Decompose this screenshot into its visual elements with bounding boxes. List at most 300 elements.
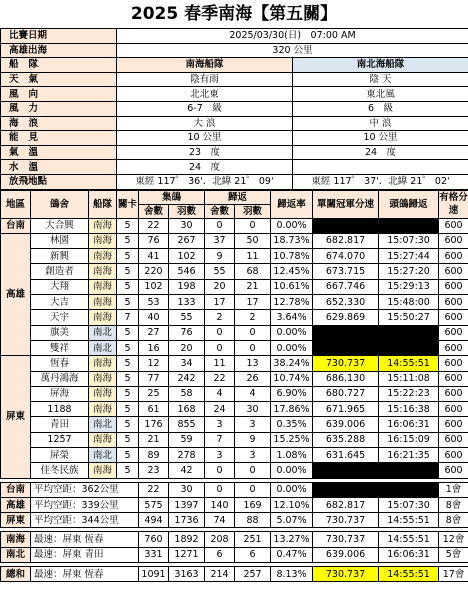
valid-cell: 600 [439,447,468,462]
champ-cell: 631.645 [313,447,379,462]
valid-cell: 600 [439,432,468,447]
table-row [1,218,468,233]
valid-cell: 600 [439,233,468,248]
fleet-cell: 南北 [89,417,117,432]
results-table [0,190,468,583]
first-cell: 14:55:51 [379,567,439,582]
fleet-cell: 南海 [89,233,117,248]
release-value: 320 公里 [117,43,468,58]
hdr-valid: 有格分速 [439,192,468,217]
champ-cell: 673.715 [313,264,379,279]
valid-cell: 600 [439,264,468,279]
rate-cell: 10.74% [271,371,313,386]
entered-birds-cell: 34 [169,356,205,371]
summary-row [1,567,468,582]
first-cell: 14:55:51 [379,532,439,547]
info-row [1,101,468,116]
entered-households-cell: 77 [139,371,169,386]
info-label: 水溫 [1,160,117,175]
summary-row [1,482,468,497]
first-cell [379,325,439,340]
info-fleet-b-value: 東北風 [293,87,468,102]
entered-households-cell: 27 [139,325,169,340]
stage-cell: 5 [117,233,139,248]
first-cell: 16:06:31 [379,547,439,562]
info-fleet-a-value: 東經 117゜ 36'．北緯 21゜ 09' [117,174,293,189]
entered-households-cell: 76 [139,233,169,248]
info-fleet-b-value: 東經 117゜ 37'．北緯 21゜ 02' [293,174,468,189]
champ-cell: 629.869 [313,310,379,325]
returned-birds-cell: 68 [235,264,271,279]
info-fleet-a-value: 10 公里 [117,131,293,146]
info-row [1,87,468,102]
rate-cell: 3.64% [271,310,313,325]
stage-cell: 5 [117,402,139,417]
entered-households-cell: 53 [139,295,169,310]
entered-birds-cell: 76 [169,325,205,340]
rate-cell: 0.00% [271,482,313,497]
valid-cell: 12會 [439,532,468,547]
rate-cell: 12.45% [271,264,313,279]
fleet-cell: 南海 [89,279,117,294]
entered-households-cell: 41 [139,249,169,264]
first-cell: 15:16:38 [379,402,439,417]
table-row [1,279,468,294]
fleet-label: 船隊 [1,58,117,73]
info-label: 放飛地點 [1,174,117,189]
house-cell: 林園 [31,233,89,248]
returned-households-cell: 24 [205,402,235,417]
house-cell: 萬丹鴻海 [31,371,89,386]
fleet-cell: 南海 [89,218,117,233]
returned-households-cell: 3 [205,417,235,432]
first-cell: 15:07:30 [379,497,439,512]
returned-households-cell: 0 [205,482,235,497]
fleet-cell: 南海 [89,386,117,401]
table-row [1,463,468,478]
first-cell: 15:29:13 [379,279,439,294]
entered-households-cell: 40 [139,310,169,325]
rate-cell: 12.78% [271,295,313,310]
entered-birds-cell: 55 [169,310,205,325]
entered-birds-cell: 20 [169,340,205,355]
info-fleet-a-value: 大 浪 [117,116,293,131]
rate-cell: 0.35% [271,417,313,432]
stage-cell: 5 [117,295,139,310]
table-row [1,371,468,386]
valid-cell: 1會 [439,482,468,497]
valid-cell: 600 [439,249,468,264]
info-row [1,116,468,131]
info-label: 風力 [1,101,117,116]
house-cell: 天宇 [31,310,89,325]
region-cell: 高雄 [1,233,31,355]
returned-birds-cell: 0 [235,482,271,497]
first-cell: 15:27:44 [379,249,439,264]
champ-cell [313,340,379,355]
returned-birds-cell: 0 [235,463,271,478]
info-fleet-a-value: 23 度 [117,145,293,160]
returned-households-cell: 37 [205,233,235,248]
returned-households-cell: 4 [205,386,235,401]
entered-households-cell: 1091 [139,567,169,582]
returned-households-cell: 74 [205,513,235,528]
summary-region-cell: 南海 [1,532,31,547]
entered-birds-cell: 3163 [169,567,205,582]
hdr-returned-households: 舍數 [205,204,235,218]
rate-cell: 1.08% [271,447,313,462]
entered-birds-cell: 855 [169,417,205,432]
returned-households-cell: 6 [205,547,235,562]
fleet-a-header: 南海船隊 [117,58,293,73]
valid-cell: 8會 [439,513,468,528]
stage-cell: 5 [117,218,139,233]
info-label: 海浪 [1,116,117,131]
entered-birds-cell: 1736 [169,513,205,528]
champ-cell: 652.330 [313,295,379,310]
rate-cell: 0.00% [271,340,313,355]
champ-cell [313,218,379,233]
info-fleet-b-value [293,160,468,175]
returned-birds-cell: 2 [235,310,271,325]
returned-households-cell: 9 [205,249,235,264]
page-title: 2025 春季南海【第五關】 [130,4,338,24]
fleet-cell: 南海 [89,402,117,417]
entered-households-cell: 16 [139,340,169,355]
info-fleet-a-value: 北北東 [117,87,293,102]
returned-households-cell: 11 [205,356,235,371]
fleet-cell: 南海 [89,432,117,447]
stage-cell: 5 [117,356,139,371]
fleet-cell: 南海 [89,264,117,279]
house-cell: 佳冬民族 [31,463,89,478]
entered-birds-cell: 133 [169,295,205,310]
entered-birds-cell: 58 [169,386,205,401]
rate-cell: 15.25% [271,432,313,447]
table-row [1,340,468,355]
returned-birds-cell: 50 [235,233,271,248]
valid-cell: 600 [439,463,468,478]
summary-row [1,547,468,562]
returned-birds-cell: 17 [235,295,271,310]
returned-households-cell: 208 [205,532,235,547]
entered-households-cell: 25 [139,386,169,401]
rate-cell: 17.86% [271,402,313,417]
house-cell: 屏榮 [31,447,89,462]
returned-birds-cell: 257 [235,567,271,582]
first-cell: 14:55:51 [379,513,439,528]
valid-cell: 600 [439,325,468,340]
table-row [1,386,468,401]
rate-cell: 38.24% [271,356,313,371]
valid-cell: 600 [439,371,468,386]
first-cell: 15:22:23 [379,386,439,401]
entered-households-cell: 760 [139,532,169,547]
entered-households-cell: 22 [139,482,169,497]
returned-birds-cell: 0 [235,325,271,340]
returned-birds-cell: 88 [235,513,271,528]
table-row [1,417,468,432]
champ-cell [313,325,379,340]
rate-cell: 10.78% [271,249,313,264]
first-cell: 16:15:09 [379,432,439,447]
valid-cell: 600 [439,386,468,401]
info-row [1,160,468,175]
entered-households-cell: 22 [139,218,169,233]
entered-birds-cell: 242 [169,371,205,386]
summary-row [1,513,468,528]
summary-row [1,532,468,547]
champ-cell [313,463,379,478]
info-label: 天氣 [1,72,117,87]
entered-birds-cell: 198 [169,279,205,294]
date-value: 2025/03/30(日) 07:00 AM [117,29,468,44]
summary-region-cell: 總和 [1,567,31,582]
valid-cell: 600 [439,356,468,371]
returned-birds-cell: 11 [235,249,271,264]
table-row [1,432,468,447]
race-info-table [0,28,468,190]
summary-desc-cell: 平均空距：339公里 [31,497,139,512]
first-cell [379,218,439,233]
stage-cell: 5 [117,325,139,340]
hdr-stage: 關卡 [117,190,139,218]
hdr-returned-birds: 羽數 [235,204,271,218]
returned-households-cell: 0 [205,218,235,233]
returned-birds-cell: 26 [235,371,271,386]
info-row [1,72,468,87]
entered-birds-cell: 267 [169,233,205,248]
entered-birds-cell: 30 [169,482,205,497]
summary-region-cell: 高雄 [1,497,31,512]
stage-cell: 5 [117,279,139,294]
info-label: 能見 [1,131,117,146]
hdr-entered: 集鴿 [139,190,205,204]
hdr-first: 頭鴿歸返 [379,190,439,218]
entered-households-cell: 61 [139,402,169,417]
first-cell: 16:06:31 [379,417,439,432]
house-cell: 1188 [31,402,89,417]
first-cell: 15:50:27 [379,310,439,325]
info-row [1,174,468,189]
valid-cell: 600 [439,340,468,355]
fleet-cell: 南海 [89,356,117,371]
champ-cell: 682.817 [313,233,379,248]
returned-households-cell: 17 [205,295,235,310]
info-fleet-a-value: 陰有雨 [117,72,293,87]
house-cell: 新興 [31,249,89,264]
entered-households-cell: 494 [139,513,169,528]
stage-cell: 5 [117,249,139,264]
fleet-cell: 南北 [89,447,117,462]
rate-cell: 8.13% [271,567,313,582]
entered-birds-cell: 30 [169,218,205,233]
champ-cell: 635.288 [313,432,379,447]
hdr-returned: 歸返 [205,190,271,204]
entered-birds-cell: 168 [169,402,205,417]
entered-birds-cell: 59 [169,432,205,447]
house-cell: 旗美 [31,325,89,340]
champ-cell: 674.070 [313,249,379,264]
rate-cell: 12.10% [271,497,313,512]
valid-cell: 5會 [439,547,468,562]
returned-birds-cell: 4 [235,386,271,401]
returned-birds-cell: 251 [235,532,271,547]
returned-households-cell: 0 [205,325,235,340]
house-cell: 雙祥 [31,340,89,355]
summary-desc-cell: 最速：屏東 青田 [31,547,139,562]
returned-birds-cell: 0 [235,340,271,355]
entered-households-cell: 23 [139,463,169,478]
returned-households-cell: 0 [205,463,235,478]
champ-cell: 639.006 [313,547,379,562]
house-cell: 大翔 [31,279,89,294]
stage-cell: 5 [117,447,139,462]
fleet-cell: 南海 [89,371,117,386]
info-row [1,131,468,146]
house-cell: 屏海 [31,386,89,401]
returned-birds-cell: 21 [235,279,271,294]
fleet-cell: 南海 [89,463,117,478]
info-fleet-b-value: 中 浪 [293,116,468,131]
champ-cell: 730.737 [313,356,379,371]
entered-households-cell: 21 [139,432,169,447]
stage-cell: 5 [117,432,139,447]
first-cell [379,340,439,355]
stage-cell: 5 [117,463,139,478]
champ-cell: 682.817 [313,497,379,512]
first-cell: 16:21:35 [379,447,439,462]
champ-cell: 667.746 [313,279,379,294]
returned-birds-cell: 6 [235,547,271,562]
info-fleet-b-value: 24 度 [293,145,468,160]
summary-desc-cell: 平均空距：362公里 [31,482,139,497]
entered-birds-cell: 42 [169,463,205,478]
info-label: 風向 [1,87,117,102]
entered-birds-cell: 1397 [169,497,205,512]
returned-birds-cell: 169 [235,497,271,512]
table-row [1,233,468,248]
champ-cell: 730.737 [313,567,379,582]
fleet-cell: 南北 [89,325,117,340]
table-row [1,295,468,310]
first-cell: 15:07:30 [379,233,439,248]
valid-cell: 600 [439,417,468,432]
table-row [1,402,468,417]
summary-region-cell: 南北 [1,547,31,562]
info-label: 氣溫 [1,145,117,160]
table-row [1,325,468,340]
first-cell: 14:55:51 [379,356,439,371]
table-row [1,249,468,264]
entered-households-cell: 331 [139,547,169,562]
returned-households-cell: 55 [205,264,235,279]
champ-cell: 680.727 [313,386,379,401]
stage-cell: 5 [117,340,139,355]
fleet-cell: 南海 [89,310,117,325]
rate-cell: 10.61% [271,279,313,294]
info-fleet-a-value: 6-7 級 [117,101,293,116]
returned-birds-cell: 13 [235,356,271,371]
first-cell [379,482,439,497]
rate-cell: 0.47% [271,547,313,562]
fleet-cell: 南海 [89,249,117,264]
champ-cell: 730.737 [313,532,379,547]
fleet-cell: 南北 [89,340,117,355]
valid-cell: 8會 [439,497,468,512]
release-label: 高雄出海 [1,43,117,58]
rate-cell: 6.90% [271,386,313,401]
date-label: 比賽日期 [1,29,117,44]
hdr-fleet: 船隊 [89,190,117,218]
stage-cell: 5 [117,264,139,279]
stage-cell: 7 [117,310,139,325]
returned-birds-cell: 30 [235,402,271,417]
house-cell: 1257 [31,432,89,447]
valid-cell: 600 [439,218,468,233]
entered-birds-cell: 546 [169,264,205,279]
region-cell: 屏東 [1,356,31,478]
returned-households-cell: 3 [205,447,235,462]
first-cell: 15:27:20 [379,264,439,279]
summary-row [1,497,468,512]
hdr-rate: 歸返率 [271,190,313,218]
table-row [1,310,468,325]
entered-birds-cell: 1271 [169,547,205,562]
house-cell: 大吉 [31,295,89,310]
hdr-champ: 單關冠軍分速 [313,190,379,218]
region-cell: 台南 [1,218,31,233]
info-fleet-b-value: 10 公里 [293,131,468,146]
returned-households-cell: 20 [205,279,235,294]
table-row [1,356,468,371]
summary-region-cell: 台南 [1,482,31,497]
valid-cell: 17會 [439,567,468,582]
valid-cell: 600 [439,279,468,294]
first-cell: 15:48:00 [379,295,439,310]
hdr-region: 地區 [1,190,31,218]
first-cell: 15:11:08 [379,371,439,386]
valid-cell: 600 [439,402,468,417]
entered-birds-cell: 278 [169,447,205,462]
info-fleet-a-value: 24 度 [117,160,293,175]
entered-birds-cell: 1892 [169,532,205,547]
entered-households-cell: 12 [139,356,169,371]
house-cell: 大合興 [31,218,89,233]
stage-cell: 5 [117,386,139,401]
returned-households-cell: 140 [205,497,235,512]
table-row [1,264,468,279]
returned-birds-cell: 3 [235,447,271,462]
returned-households-cell: 0 [205,340,235,355]
fleet-cell: 南海 [89,295,117,310]
champ-cell: 671.965 [313,402,379,417]
rate-cell: 0.00% [271,218,313,233]
stage-cell: 5 [117,417,139,432]
entered-households-cell: 220 [139,264,169,279]
info-row [1,145,468,160]
hdr-house: 鴿舍 [31,190,89,218]
returned-birds-cell: 0 [235,218,271,233]
champ-cell [313,482,379,497]
first-cell [379,463,439,478]
valid-cell: 600 [439,310,468,325]
rate-cell: 13.27% [271,532,313,547]
returned-birds-cell: 3 [235,417,271,432]
entered-households-cell: 102 [139,279,169,294]
table-row [1,447,468,462]
stage-cell: 5 [117,371,139,386]
